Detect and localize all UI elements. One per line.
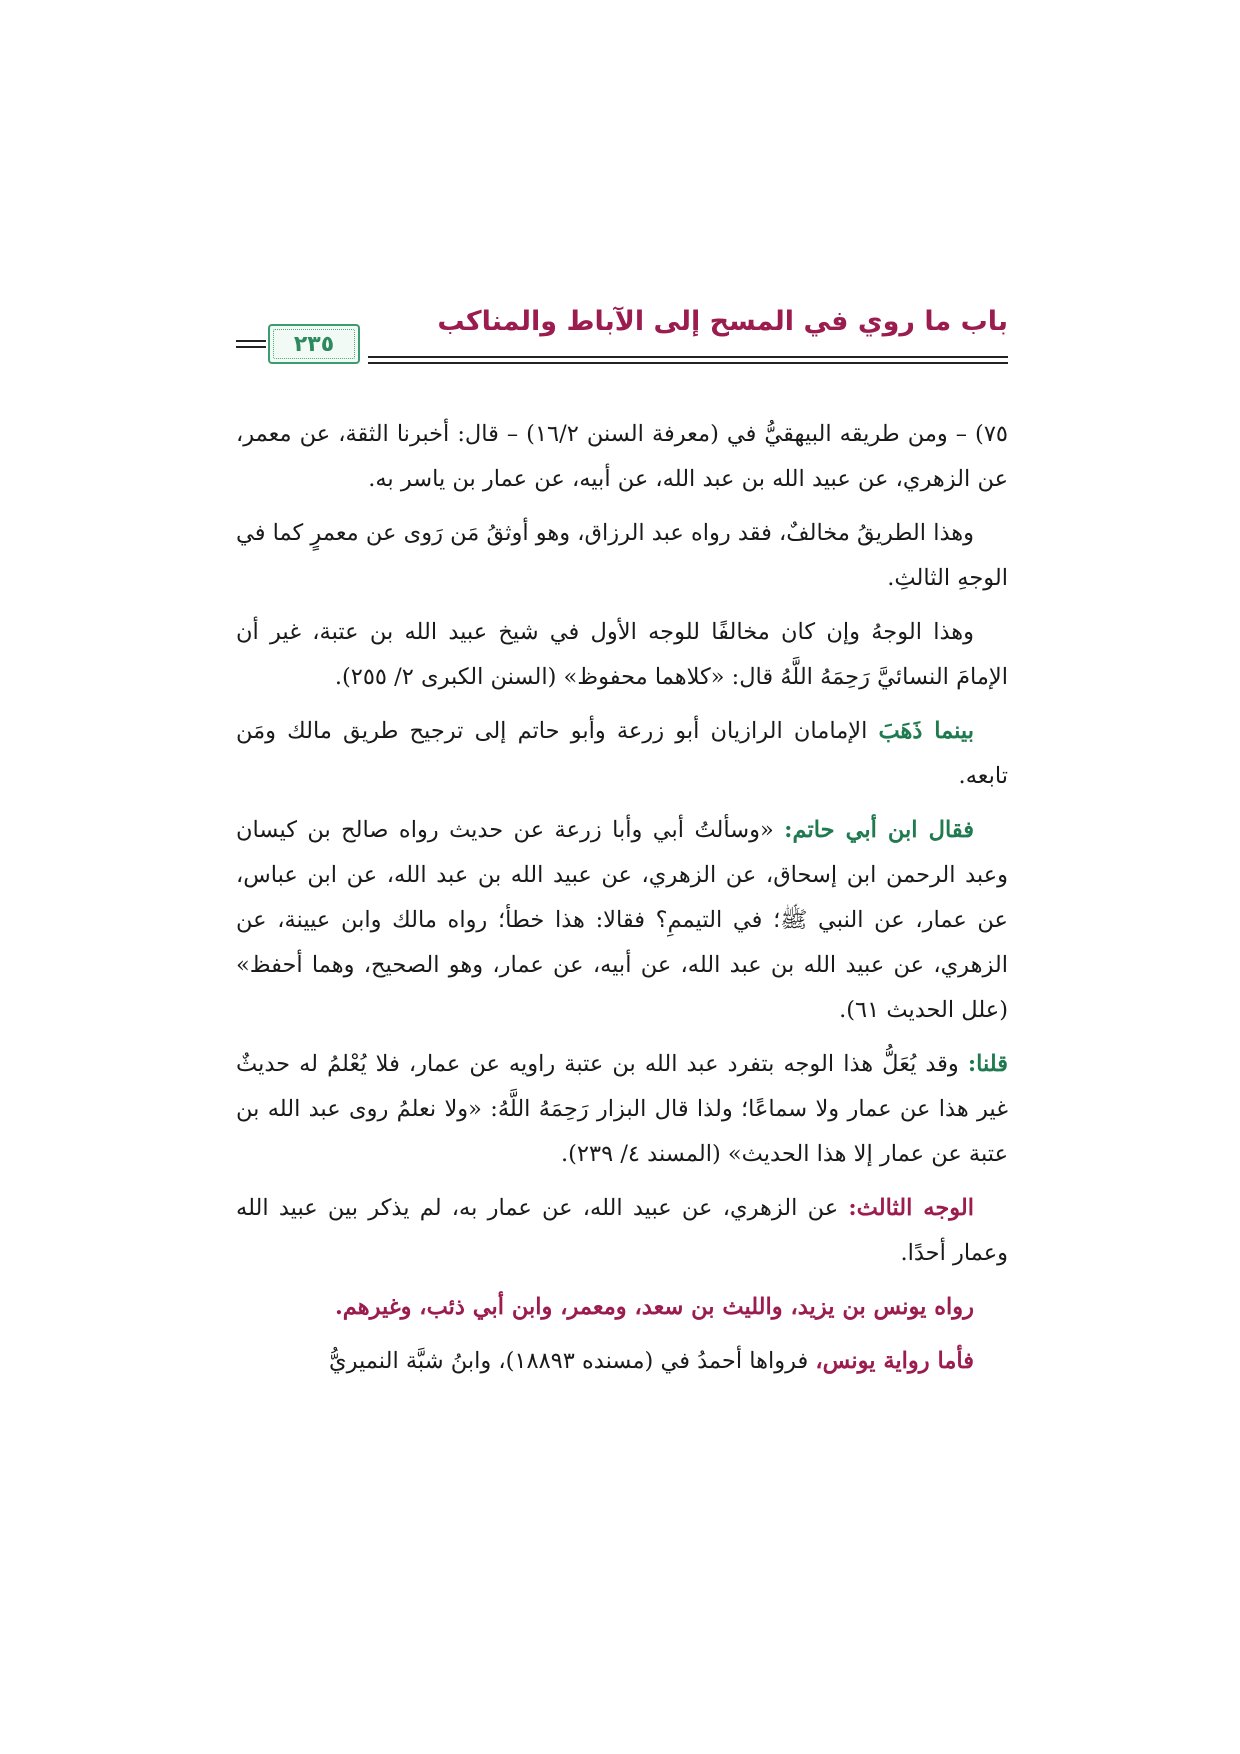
narrators-heading: رواه يونس بن يزيد، والليث بن سعد، ومعمر، وابن أبي ذئب، وغيرهم. bbox=[334, 1294, 974, 1320]
paragraph-qulna bbox=[236, 1042, 1008, 1177]
paragraph-text: «وسألتُ أبي وأبا زرعة عن حديث رواه صالح بن كيسان وعبد الرحمن ابن إسحاق، عن الزهري، عن عبيد الله بن عبد الله، عن ابن عباس، عن عمار، عن النبي ﷺ؛ في التيممِ؟ فقالا: هذا خطأ؛ رواه مالك وابن عيينة، عن الزهري، عن عبيد الله بن عبد الله، عن أبيه، عن عمار، وهو الصحيح، وهما أحفظ» (علل الحديث ٦١). bbox=[236, 817, 1008, 1023]
page-number-badge bbox=[268, 324, 360, 364]
header-rule-left-top bbox=[236, 340, 266, 342]
paragraph-wajh-mukhalif: وهذا الوجهُ وإن كان مخالفًا للوجه الأول في شيخ عبيد الله بن عتبة، غير أن الإمامَ النسائيَّ رَحِمَهُ اللَّهُ قال: «كلاهما محفوظ» (السنن الكبرى ٢/ ٢٥٥). bbox=[236, 619, 1008, 690]
paragraph-text: وقد يُعَلُّ هذا الوجه بتفرد عبد الله بن عتبة راويه عن عمار، فلا يُعْلمُ له حديثٌ غير هذا عن عمار ولا سماعًا؛ ولذا قال البزار رَحِمَهُ اللَّهُ: «ولا نعلمُ روى عبد الله بن عتبة عن عمار إلا هذا الحديث» (المسند ٤/ ٢٣٩). bbox=[236, 1051, 1008, 1167]
paragraph-third-aspect bbox=[236, 1186, 1008, 1276]
paragraph-baynama bbox=[236, 709, 1008, 799]
header-rule-top bbox=[368, 356, 1008, 358]
paragraph-text: عن الزهري، عن عبيد الله، عن عمار به، لم يذكر بين عبيد الله وعمار أحدًا. bbox=[236, 1195, 1008, 1266]
header-rule-bottom bbox=[368, 362, 1008, 364]
paragraph-hadith-75: ٧٥) – ومن طريقه البيهقيُّ في (معرفة السنن ١٦/٢) – قال: أخبرنا الثقة، عن معمر، عن الزهري، عن عبيد الله بن عبد الله، عن أبيه، عن عمار بن ياسر به. bbox=[236, 421, 1008, 492]
page-number: ٢٣٥ bbox=[293, 331, 335, 357]
chapter-title: باب ما روي في المسح إلى الآباط والمناكب bbox=[437, 306, 1008, 337]
paragraph-tariq-mukhalif: وهذا الطريقُ مخالفٌ، فقد رواه عبد الرزاق، وهو أوثقُ مَن رَوى عن معمرٍ كما في الوجهِ الثالثِ. bbox=[236, 520, 1008, 591]
page-header bbox=[236, 306, 1008, 378]
paragraph-lead: بينما ذَهَبَ bbox=[878, 718, 974, 744]
paragraph-text: الإمامان الرازيان أبو زرعة وأبو حاتم إلى ترجيح طريق مالك ومَن تابعه. bbox=[236, 718, 1008, 789]
paragraph-lead: فأما رواية يونس، bbox=[815, 1348, 974, 1374]
paragraph-ibn-abi-hatim bbox=[236, 808, 1008, 1033]
paragraph-lead: الوجه الثالث: bbox=[848, 1195, 974, 1221]
header-rule-left-bottom bbox=[236, 346, 266, 348]
paragraph-lead: فقال ابن أبي حاتم: bbox=[784, 817, 974, 843]
paragraph-yunus-narration bbox=[236, 1339, 1008, 1384]
paragraph-text: فرواها أحمدُ في (مسنده ١٨٨٩٣)، وابنُ شبَّة النميريُّ bbox=[328, 1348, 816, 1374]
paragraph-lead: قلنا: bbox=[967, 1051, 1008, 1077]
page-body bbox=[236, 412, 1008, 1393]
